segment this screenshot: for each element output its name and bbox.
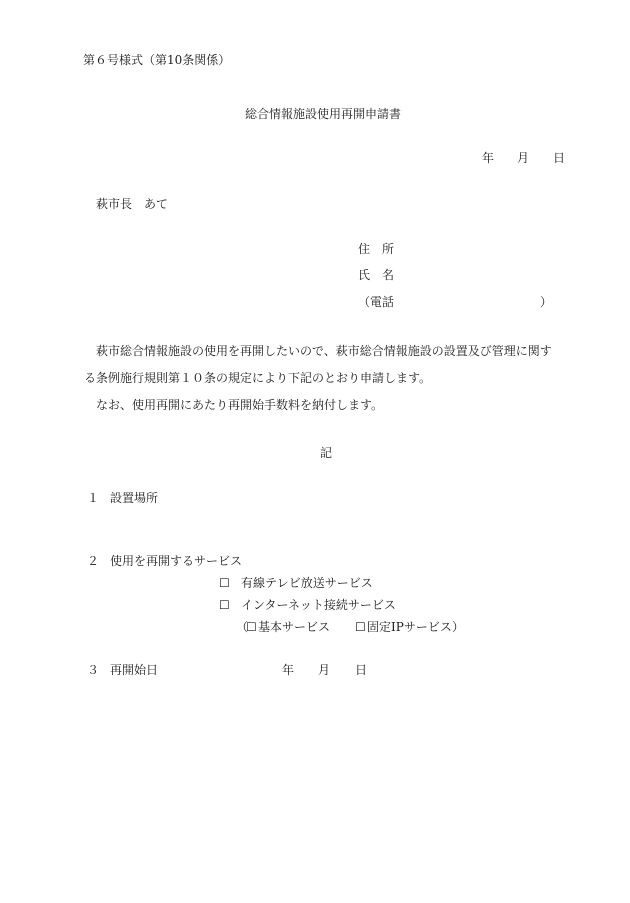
body-line-2: る条例施行規則第１０条の規定により下記のとおり申請します。 [84, 371, 432, 385]
document-title: 総合情報施設使用再開申請書 [245, 107, 402, 121]
date-day-label: 日 [553, 151, 566, 165]
form-number: 第６号様式（第10条関係） [83, 53, 231, 67]
internet-option-label: インターネット接続サービス [241, 598, 396, 612]
basic-service-checkbox[interactable]: ☐ [246, 620, 257, 634]
item2-number: ２ [87, 554, 100, 568]
sub-options-close-paren: ） [452, 620, 465, 634]
phone-label: （電話 [358, 295, 395, 309]
phone-close-paren: ） [540, 295, 553, 309]
cable-tv-option-label: 有線テレビ放送サービス [241, 576, 373, 590]
ki-heading: 記 [320, 446, 333, 460]
date-month-label: 月 [517, 151, 530, 165]
internet-checkbox[interactable]: ☐ [219, 598, 230, 612]
item3-month-label: 月 [318, 663, 331, 677]
addressee: 萩市長 あて [96, 197, 169, 211]
item3-label: 再開始日 [110, 663, 159, 677]
body-line-1: 萩市総合情報施設の使用を再開したいので、萩市総合情報施設の設置及び管理に関す [96, 344, 552, 358]
cable-tv-checkbox[interactable]: ☐ [219, 576, 230, 590]
basic-service-label: 基本サービス [258, 620, 331, 634]
item3-number: ３ [87, 663, 100, 677]
fixed-ip-label: 固定IPサービス [367, 620, 452, 634]
date-year-label: 年 [482, 151, 495, 165]
item1-label: 設置場所 [110, 491, 159, 505]
fixed-ip-checkbox[interactable]: ☐ [355, 620, 366, 634]
sub-options-open-paren: （ [236, 620, 249, 634]
item3-day-label: 日 [355, 663, 368, 677]
item2-label: 使用を再開するサービス [110, 554, 243, 568]
address-label: 住 所 [358, 242, 395, 256]
item1-number: １ [87, 491, 100, 505]
name-label: 氏 名 [358, 268, 395, 282]
item3-year-label: 年 [282, 663, 295, 677]
body-line-3: なお、使用再開にあたり再開始手数料を納付します。 [96, 398, 384, 412]
